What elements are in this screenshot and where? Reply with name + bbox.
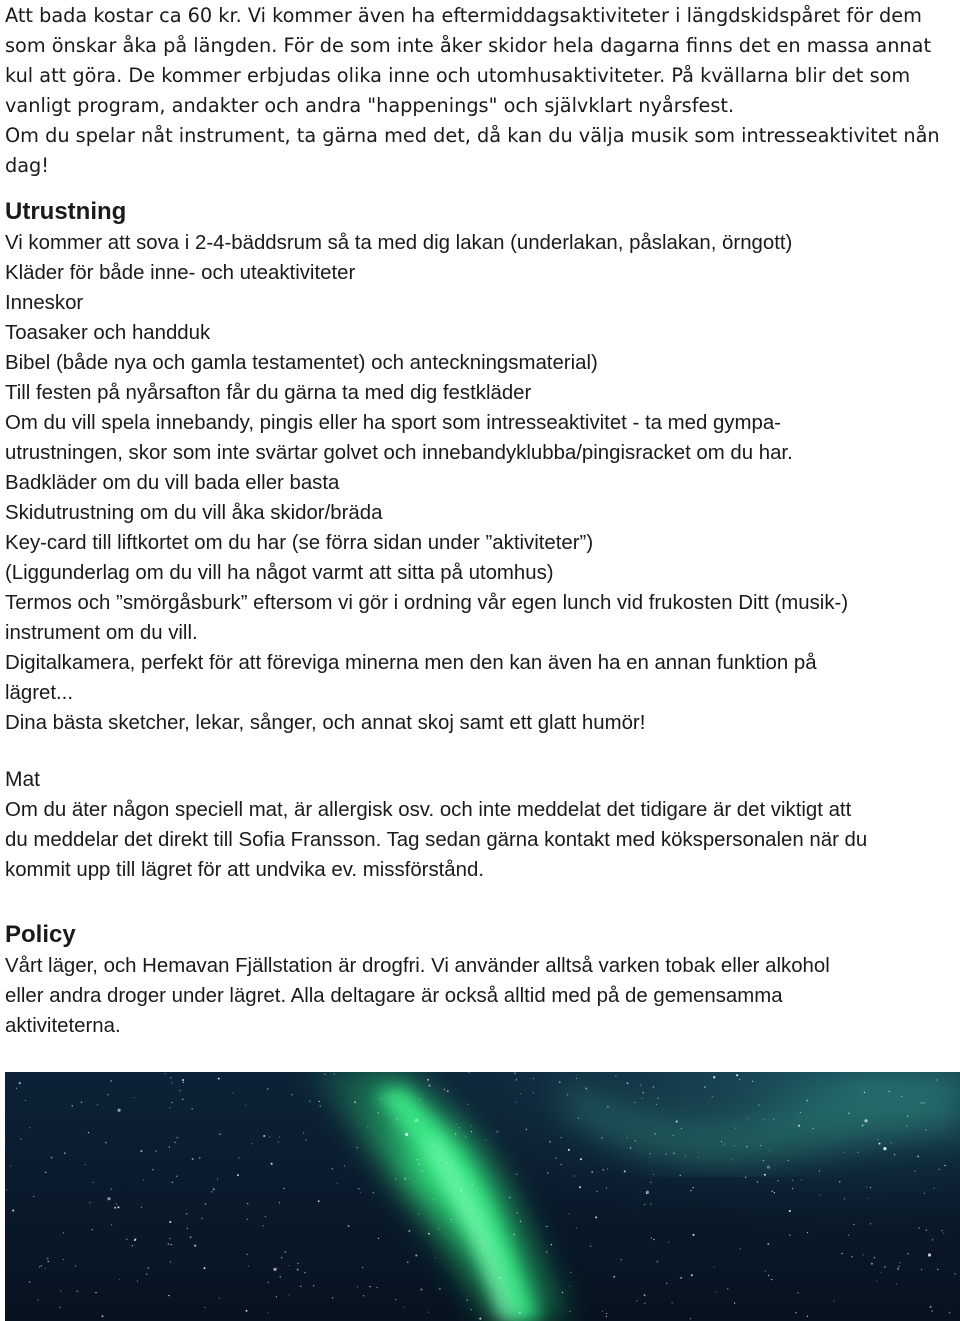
list-item: lägret... — [5, 682, 74, 704]
list-item: Toasaker och handduk — [5, 322, 211, 344]
policy-paragraph — [5, 951, 957, 1041]
intro-line: vanligt program, andakter och andra "happenings" och självklart nyårsfest. — [5, 94, 735, 117]
utrustning-section — [5, 196, 957, 738]
list-item: Dina bästa sketcher, lekar, sånger, och annat skoj samt ett glatt humör! — [5, 712, 646, 734]
list-item: Digitalkamera, perfekt för att föreviga minerna men den kan även ha en annan funktion på — [5, 652, 817, 674]
list-item: Inneskor — [5, 292, 84, 314]
list-item: Om du vill spela innebandy, pingis eller ha sport som intresseaktivitet - ta med gympa- — [5, 412, 781, 434]
section-heading-policy: Policy — [5, 921, 76, 948]
intro-line: som önskar åka på längden. För de som inte åker skidor hela dagarna finns det en massa annat — [5, 34, 932, 57]
list-item: Till festen på nyårsafton får du gärna ta med dig festkläder — [5, 382, 532, 404]
intro-line: Att bada kostar ca 60 kr. Vi kommer även ha eftermiddagsaktiviteter i längdskidspåret för dem — [5, 4, 922, 27]
text-line: Vårt läger, och Hemavan Fjällstation är drogfri. Vi använder alltså varken tobak eller alkohol — [5, 955, 830, 977]
list-item: Badkläder om du vill bada eller basta — [5, 472, 340, 494]
intro-line: Om du spelar nåt instrument, ta gärna med det, då kan du välja musik som intresseaktivitet nån — [5, 124, 940, 147]
text-line: eller andra droger under lägret. Alla deltagare är också alltid med på de gemensamma — [5, 985, 783, 1007]
list-item: Skidutrustning om du vill åka skidor/bräda — [5, 502, 383, 524]
list-item: (Liggunderlag om du vill ha något varmt att sitta på utomhus) — [5, 562, 554, 584]
mat-section — [5, 765, 957, 885]
policy-section — [5, 919, 957, 1041]
list-item: instrument om du vill. — [5, 622, 198, 644]
northern-lights-photo — [5, 1072, 960, 1321]
mat-paragraph — [5, 795, 957, 885]
equipment-list — [5, 228, 957, 738]
section-heading-utrustning: Utrustning — [5, 198, 127, 225]
text-line: du meddelar det direkt till Sofia Fransson. Tag sedan gärna kontakt med kökspersonalen när du — [5, 829, 868, 851]
intro-line: dag! — [5, 154, 50, 177]
document-page — [5, 0, 957, 1041]
list-item: Vi kommer att sova i 2-4-bäddsrum så ta med dig lakan (underlakan, påslakan, örngott) — [5, 232, 793, 254]
intro-line: kul att göra. De kommer erbjudas olika inne och utomhusaktiviteter. På kvällarna blir det som — [5, 64, 911, 87]
section-heading-mat: Mat — [5, 768, 41, 791]
list-item: Kläder för både inne- och uteaktiviteter — [5, 262, 356, 284]
list-item: Bibel (både nya och gamla testamentet) och anteckningsmaterial) — [5, 352, 598, 374]
text-line: kommit upp till lägret för att undvika ev. missförstånd. — [5, 859, 484, 881]
list-item: Key-card till liftkortet om du har (se förra sidan under ”aktiviteter”) — [5, 532, 594, 554]
list-item: utrustningen, skor som inte svärtar golvet och innebandyklubba/pingisracket om du har. — [5, 442, 793, 464]
list-item: Termos och ”smörgåsburk” eftersom vi gör i ordning vår egen lunch vid frukosten Ditt (musik-) — [5, 592, 849, 614]
text-line: aktiviteterna. — [5, 1015, 121, 1037]
northern-lights-image — [5, 1072, 960, 1321]
text-line: Om du äter någon speciell mat, är allergisk osv. och inte meddelat det tidigare är det viktigt att — [5, 799, 852, 821]
intro-paragraph — [5, 0, 957, 181]
